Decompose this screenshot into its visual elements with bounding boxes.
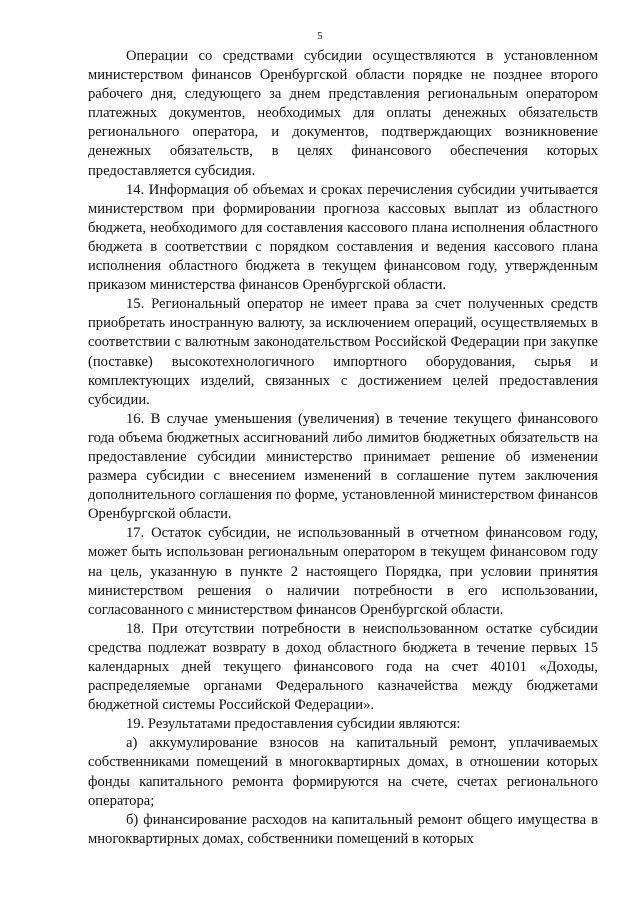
paragraph-operations: Операции со средствами субсидии осуществляются в установленном министерством финансов Оренбургской области порядке не позднее второго рабочего дня, следующего за днем представления региональным оператором платежных документов, необходимых для оплаты денежных обязательств регионального оператора, и документов, подтверждающих возникновение денежных обязательств, в целях финансового обеспечения которых предоставляется субсидия. — [88, 48, 598, 179]
paragraph-19-b: б) финансирование расходов на капитальный ремонт общего имущества в многоквартирных домах, собственники помещений в которых — [88, 811, 598, 847]
paragraph-14: 14. Информация об объемах и сроках перечисления субсидии учитывается министерством при формировании прогноза кассовых выплат из областного бюджета, необходимого для составления кассового плана исполнения областного бюджета в соответствии с порядком составления и ведения кассового плана исполнения областного бюджета в текущем финансовом году, утвержденным приказом министерства финансов Оренбургской области. — [88, 181, 598, 294]
paragraph-19: 19. Результатами предоставления субсидии являются: — [126, 716, 461, 733]
document-body — [88, 47, 598, 849]
paragraph-17: 17. Остаток субсидии, не использованный в отчетном финансовом году, может быть использован региональным оператором в текущем финансовом году на цель, указанную в пункте 2 настоящего Порядка, при условии принятия министерством решения о наличии потребности в его использовании, согласованного с министерством финансов Оренбургской области. — [88, 525, 598, 618]
paragraph-19-a: а) аккумулирование взносов на капитальный ремонт, уплачиваемых собственниками помещений в многоквартирных домах, в отношении которых фонды капитального ремонта формируются на счете, счетах регионального оператора; — [88, 735, 598, 809]
page-number: 5 — [317, 30, 323, 42]
paragraph-18: 18. При отсутствии потребности в неиспользованном остатке субсидии средства подлежат возврату в доход областного бюджета в течение первых 15 календарных дней текущего финансового года на счет 40101 «Доходы, распределяемые органами Федерального казначейства между бюджетами бюджетной системы Российской Федерации». — [88, 620, 598, 714]
paragraph-16: 16. В случае уменьшения (увеличения) в течение текущего финансового года объема бюджетных ассигнований либо лимитов бюджетных обязательств на предоставление субсидии министерство принимает решение об изменении размера субсидии с внесением изменений в соглашение путем заключения дополнительного соглашения по форме, установленной министерством финансов Оренбургской области. — [88, 410, 598, 523]
paragraph-15: 15. Региональный оператор не имеет права за счет полученных средств приобретать иностранную валюту, за исключением операций, осуществляемых в соответствии с валютным законодательством Российской Федерации при закупке (поставке) высокотехнологичного импортного оборудования, сырья и комплектующих изделий, связанных с достижением целей предоставления субсидии. — [88, 296, 598, 408]
